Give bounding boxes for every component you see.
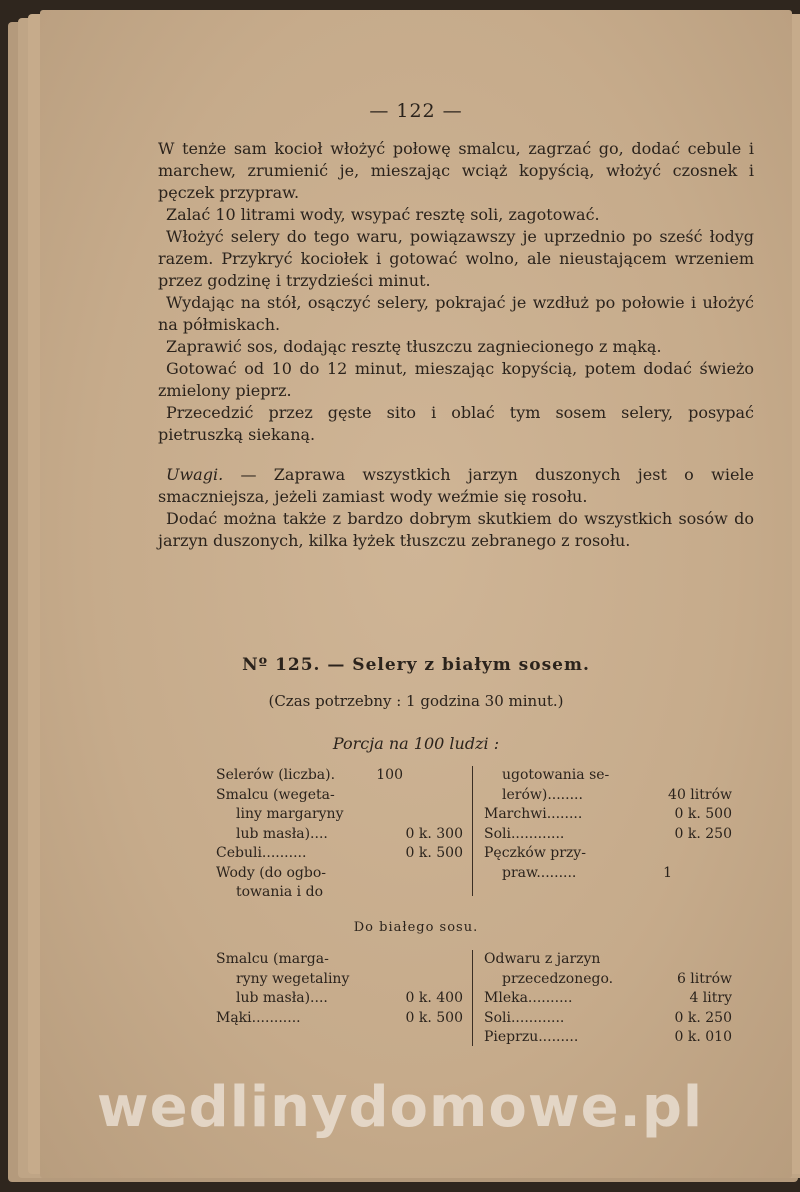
recipe-portion: Porcja na 100 ludzi : [332,734,500,753]
ingredient-row [216,844,463,864]
ingredient-row [216,805,463,825]
ingredient-row [484,786,732,806]
ingredient-name: lerów)........ [502,786,583,803]
ingredients-table [216,766,752,906]
ingredient-name: Odwaru z jarzyn [484,951,601,967]
ingredient-qty: 0 k. 500 [405,845,463,861]
ingredient-qty: 0 k. 500 [405,1009,463,1026]
ingredient-name: ugotowania se- [502,767,610,783]
ingredient-name: Soli............ [484,1009,565,1026]
ingredient-row [216,766,463,786]
paragraph: Włożyć selery do tego waru, powiązawszy je uprzednio po sześć łodyg razem. Przykryć kociołek i gotować wolno, ale nieustającem wrzeniem przez godzinę i trzydzieści minut. [158,227,754,290]
ingredient-name: praw......... [502,864,577,881]
ingredient-name: Smalcu (marga- [216,951,329,967]
column-divider [472,766,473,896]
ingredient-qty: 40 litrów [668,786,732,803]
ingredient-row [484,844,732,864]
ingredient-name: Soli............ [484,825,565,842]
ingredient-qty: 0 k. 010 [674,1029,732,1045]
ingredients-right-column [484,766,732,883]
ingredient-row [216,786,463,806]
ingredient-row [484,864,732,884]
ingredient-name: lub masła).... [236,825,328,842]
recipe-time: (Czas potrzebny : 1 godzina 30 minut.) [268,692,564,710]
ingredient-row [484,805,732,825]
ingredient-row [216,864,463,884]
ingredient-row [484,825,732,845]
notes-extra: Dodać można także z bardzo dobrym skutkiem do wszystkich sosów do jarzyn duszonych, kilka łyżek tłuszczu zebranego z rosołu. [158,509,754,550]
sauce-heading: Do białego sosu. [353,920,479,935]
ingredient-qty: 0 k. 500 [674,806,732,822]
ingredient-row [484,1028,732,1048]
ingredient-qty: 1 [663,864,672,881]
ingredient-name: lub masła).... [236,990,328,1006]
ingredient-name: Pieprzu......... [484,1029,579,1045]
page-number: — 122 — [369,100,463,122]
column-divider [472,950,473,1046]
notes-text: — Zaprawa wszystkich jarzyn duszonych jest o wiele smaczniejsza, jeżeli zamiast wody weźmie się rosołu. [158,465,754,506]
ingredient-name: Wody (do ogbo- [216,864,327,881]
ingredient-qty: 0 k. 250 [674,825,732,842]
ingredient-qty: 4 litry [689,990,732,1006]
ingredient-row [216,970,463,990]
ingredient-row [216,1009,463,1029]
sauce-left-column [216,950,463,1028]
recipe-title: Nº 125. — Selery z białym sosem. [242,655,590,675]
ingredient-name: Mąki........... [216,1009,301,1026]
paragraph: W tenże sam kocioł włożyć połowę smalcu, zagrzać go, dodać cebule i marchew, zrumienić je, mieszając wciąż kopyścią, włożyć czosnek i pęczek przypraw. [158,139,754,202]
recipe-instructions [158,138,754,552]
watermark-text: wedlinydomowe.pl [96,1075,704,1140]
ingredient-row [484,970,732,990]
ingredient-row [484,1009,732,1029]
ingredient-name: ryny wegetaliny [236,970,350,987]
ingredient-name: Marchwi........ [484,806,583,822]
ingredient-row [484,989,732,1009]
notes-paragraph [158,464,754,508]
ingredient-qty: 0 k. 400 [405,990,463,1006]
ingredient-row [216,825,463,845]
paragraph: Zaprawić sos, dodając resztę tłuszczu zagniecionego z mąką. [166,337,662,356]
ingredient-name: Pęczków przy- [484,845,586,861]
ingredient-qty: 100 [376,767,403,783]
sauce-ingredients-table [216,950,752,1050]
ingredient-name: Mleka.......... [484,990,573,1006]
ingredient-name: Selerów (liczba). [216,767,336,783]
paragraph: Wydając na stół, osączyć selery, pokrajać je wzdłuż po połowie i ułożyć na półmiskach. [158,293,754,334]
notes-label: Uwagi. [166,465,224,484]
sauce-right-column [484,950,732,1048]
ingredient-row [484,766,732,786]
ingredient-qty: 6 litrów [676,970,732,987]
ingredient-name: towania i do [236,884,323,900]
ingredient-name: liny margaryny [236,806,344,822]
ingredient-name: Cebuli.......... [216,845,307,861]
paragraph: Gotować od 10 do 12 minut, mieszając kopyścią, potem dodać świeżo zmielony pieprz. [158,359,754,400]
paragraph: Zalać 10 litrami wody, wsypać resztę soli, zagotować. [166,205,600,224]
ingredient-name: przecedzonego. [502,970,614,987]
ingredient-row [484,950,732,970]
paragraph: Przecedzić przez gęste sito i oblać tym sosem selery, posypać pietruszką siekaną. [158,403,754,444]
ingredients-left-column [216,766,463,903]
paragraph-gap [158,446,754,464]
ingredient-row [216,950,463,970]
ingredient-name: Smalcu (wegeta- [216,786,335,803]
ingredient-qty: 0 k. 250 [674,1009,732,1026]
ingredient-row [216,989,463,1009]
ingredient-row [216,883,463,903]
ingredient-qty: 0 k. 300 [405,825,463,842]
